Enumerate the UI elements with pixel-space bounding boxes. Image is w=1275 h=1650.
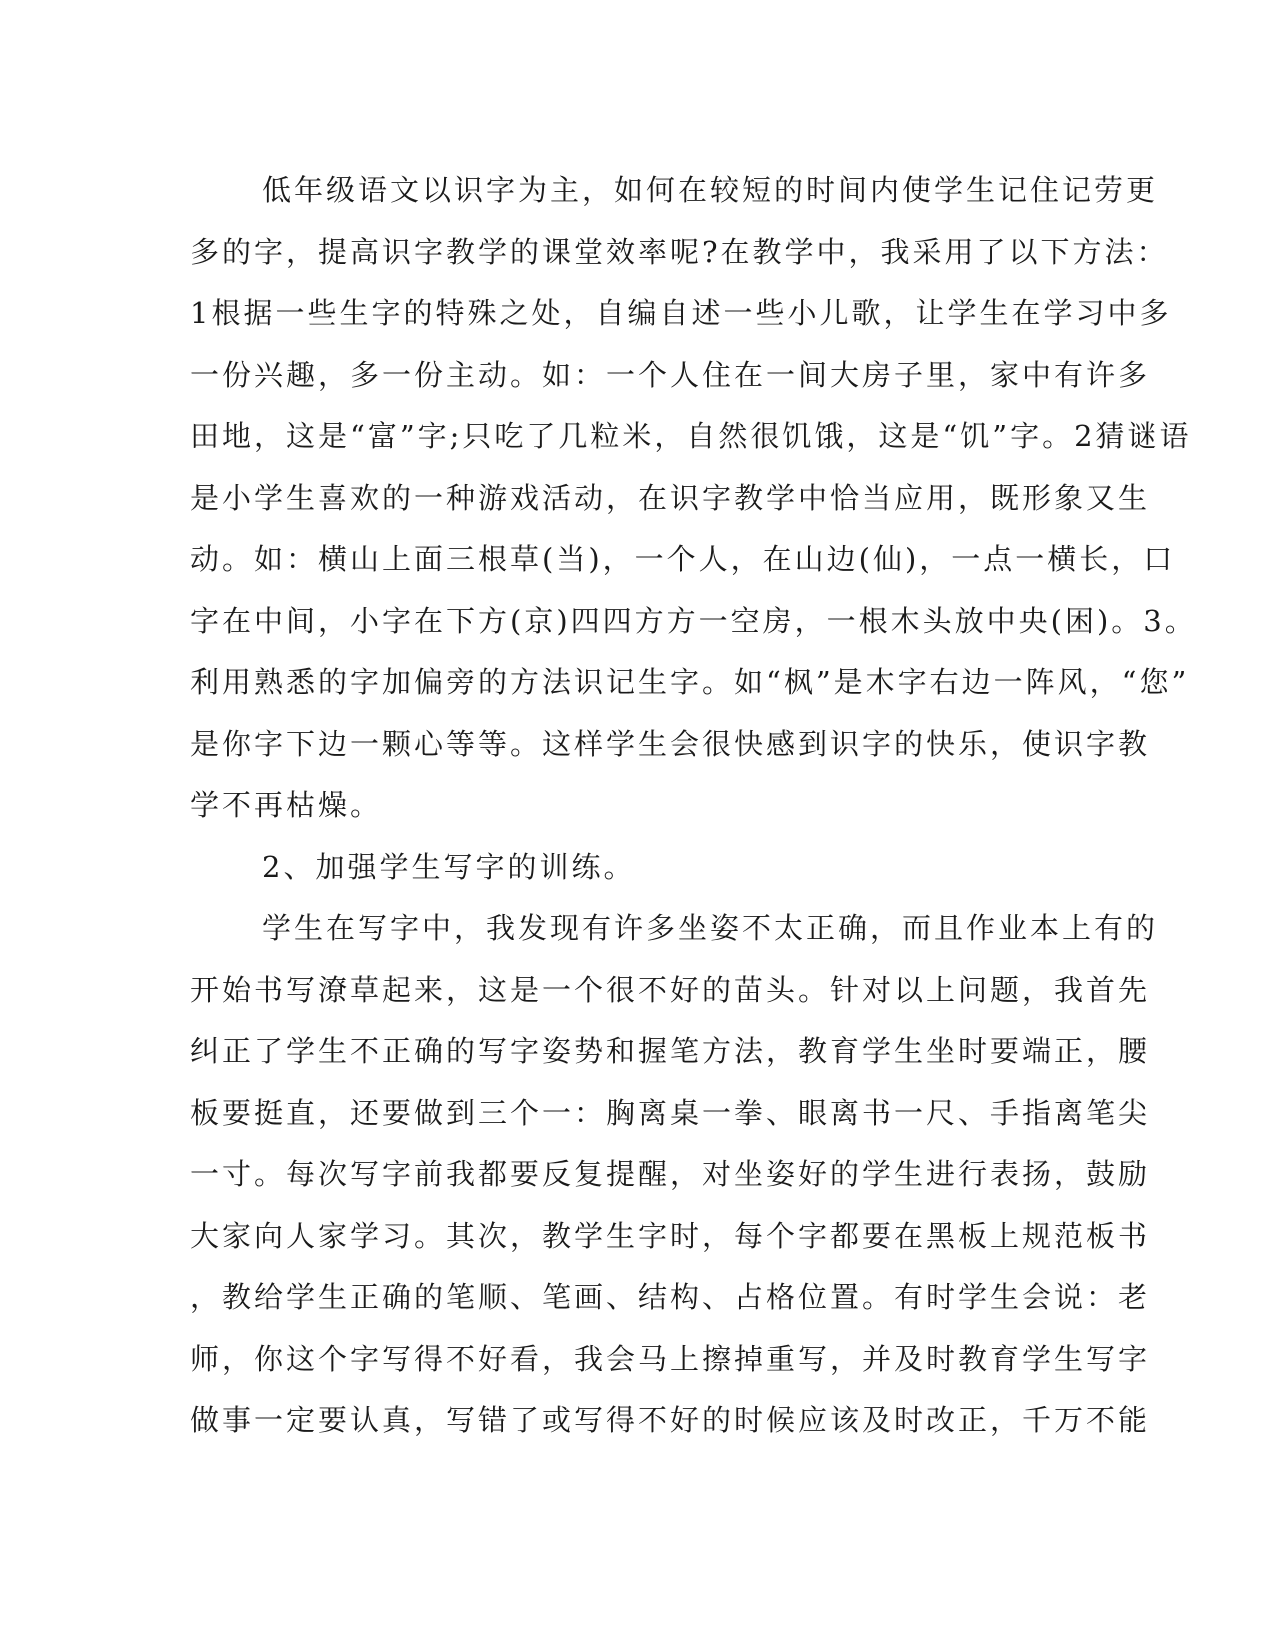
paragraph-line: 是小学生喜欢的一种游戏活动，在识字教学中恰当应用，既形象又生: [190, 480, 1151, 515]
paragraph-line: 做事一定要认真，写错了或写得不好的时候应该及时改正，千万不能: [190, 1403, 1151, 1437]
paragraph-line: 学生在写字中，我发现有许多坐姿不太正确，而且作业本上有的: [262, 911, 1159, 945]
paragraph-line: 大家向人家学习。其次，教学生字时，每个字都要在黑板上规范板书: [190, 1218, 1151, 1253]
paragraph-line: 利用熟悉的字加偏旁的方法识记生字。如“枫”是木字右边一阵风，“您”: [190, 665, 1190, 699]
paragraph-line: 板要挺直，还要做到三个一：胸离桌一拳、眼离书一尺、手指离笔尖: [190, 1095, 1151, 1130]
paragraph-line: 学不再枯燥。: [190, 788, 383, 822]
paragraph-line: 师，你这个字写得不好看，我会马上擦掉重写，并及时教育学生写字: [190, 1341, 1151, 1376]
paragraph-line: 是你字下边一颗心等等。这样学生会很快感到识字的快乐，使识字教: [190, 726, 1151, 761]
paragraph-line: 开始书写潦草起来，这是一个很不好的苗头。针对以上问题，我首先: [190, 972, 1151, 1007]
section-heading: 2、加强学生写字的训练。: [262, 849, 636, 884]
paragraph-line: ，教给学生正确的笔顺、笔画、结构、占格位置。有时学生会说：老: [190, 1280, 1151, 1314]
paragraph-line: 田地，这是“富”字;只吃了几粒米，自然很饥饿，这是“饥”字。2猜谜语: [190, 419, 1192, 453]
paragraph-line: 1根据一些生字的特殊之处，自编自述一些小儿歌，让学生在学习中多: [190, 296, 1172, 330]
paragraph-line: 一寸。每次写字前我都要反复提醒，对坐姿好的学生进行表扬，鼓励: [190, 1157, 1151, 1191]
paragraph-line: 字在中间，小字在下方(京)四四方方一空房，一根木头放中央(困)。3。: [190, 603, 1197, 638]
body-text: [190, 160, 1197, 1452]
paragraph-line: 多的字，提高识字教学的课堂效率呢?在教学中，我采用了以下方法：: [190, 234, 1169, 269]
paragraph-line: 一份兴趣，多一份主动。如：一个人住在一间大房子里，家中有许多: [190, 357, 1151, 392]
paragraph-line: 纠正了学生不正确的写字姿势和握笔方法，教育学生坐时要端正，腰: [190, 1034, 1151, 1068]
paragraph-line: 动。如：横山上面三根草(当)，一个人，在山边(仙)，一点一横长，口: [190, 542, 1176, 576]
paragraph-line: 低年级语文以识字为主，如何在较短的时间内使学生记住记劳更: [262, 173, 1159, 207]
